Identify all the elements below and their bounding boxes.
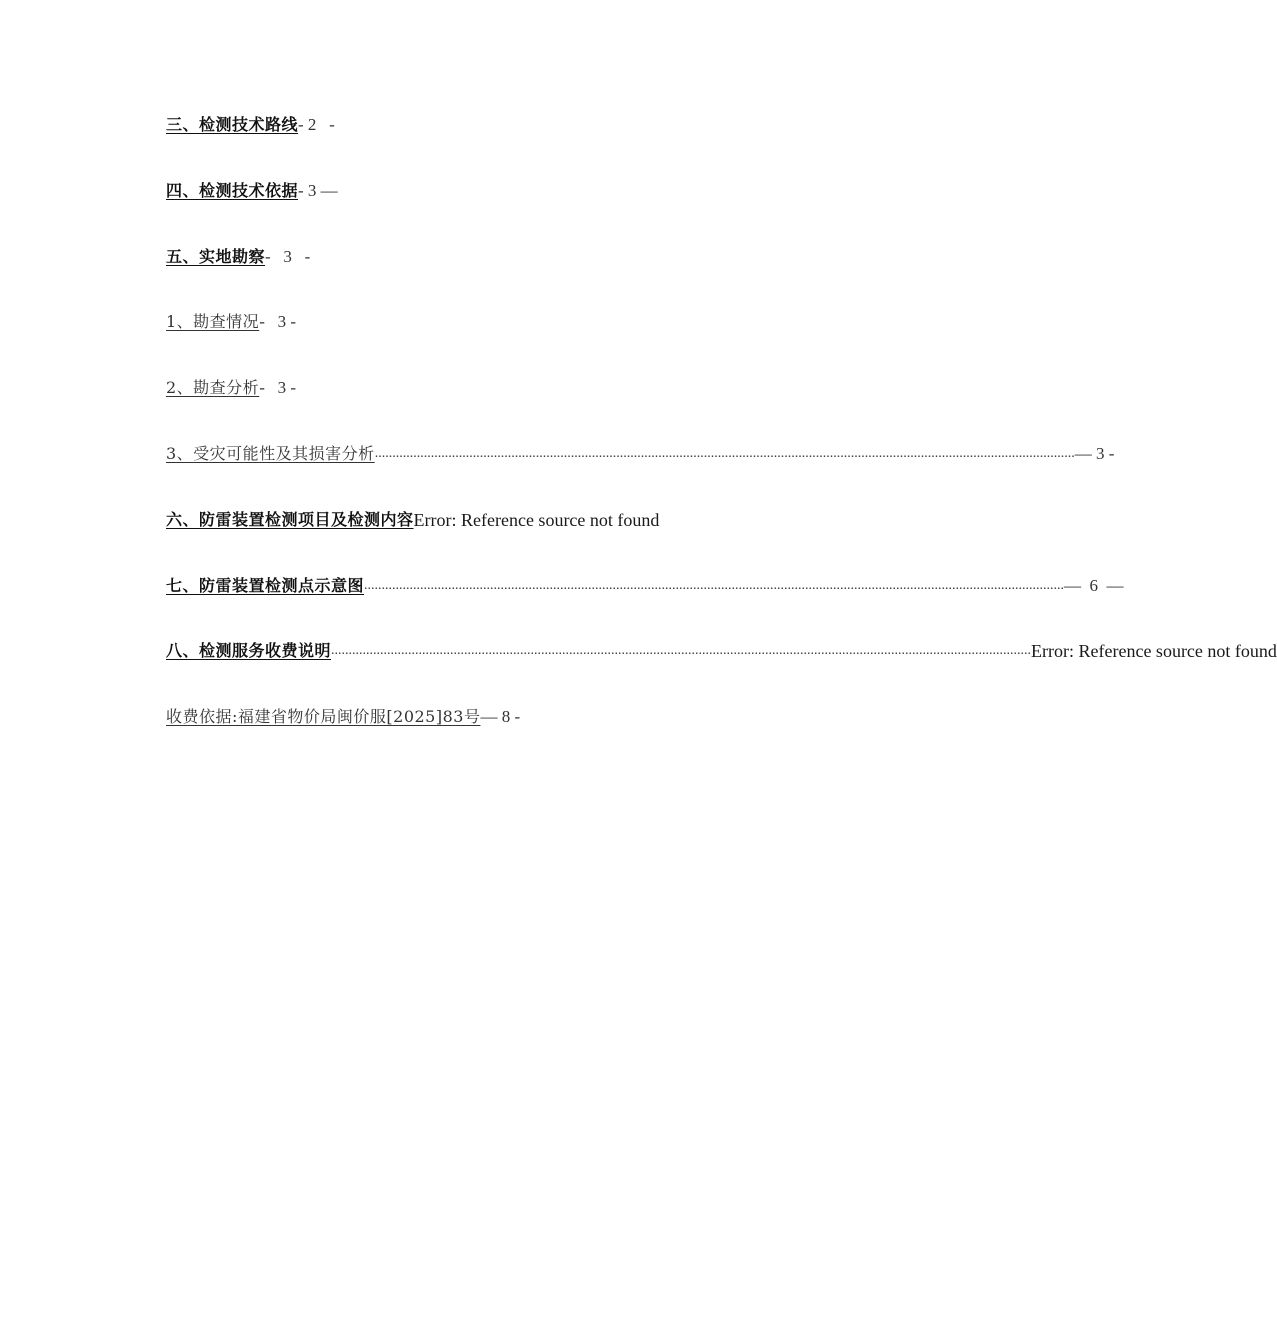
toc-page-number: — 6 — [1064,575,1124,595]
toc-entry-title[interactable]: 1、勘查情况 [166,312,260,332]
toc-entry-service-fees[interactable] [166,638,1277,704]
toc-entry-title[interactable]: 2、勘查分析 [166,378,260,398]
toc-page-number: - 3 - [259,378,297,398]
table-of-contents [166,112,1277,770]
toc-page-number: - 2 - [298,115,335,134]
toc-entry-survey-status[interactable] [166,309,806,375]
toc-page-reference-error: Error: Reference source not found [413,509,660,530]
toc-entry-title[interactable]: 3、受灾可能性及其损害分析 [166,443,375,463]
toc-dot-leader: ........................................................................................................................................................................................................ [331,643,1032,659]
toc-dot-leader: ........................................................................................................................................................................................................ [364,577,1065,593]
toc-page-number: - 3 - [259,312,297,332]
toc-entry-title[interactable]: 六、防雷装置检测项目及检测内容 [166,509,414,529]
toc-entry-technical-basis[interactable] [166,178,806,244]
toc-entry-inspection-diagram[interactable] [166,573,1124,639]
toc-entry-title[interactable]: 四、检测技术依据 [166,180,299,200]
toc-page-reference-error: Error: Reference source not found [1031,641,1277,662]
toc-entry-title[interactable]: 收费依据:福建省物价局闽价服[2025]83号 [166,707,481,727]
toc-entry-title[interactable]: 八、检测服务收费说明 [166,641,332,661]
toc-entry-title[interactable]: 三、检测技术路线 [166,115,299,134]
toc-page-number: — 3 - [1074,443,1115,463]
toc-page-number: - 3 — [298,180,338,200]
toc-page-number: — 8 - [480,707,521,727]
toc-entry-damage-analysis[interactable] [166,441,1115,507]
toc-page-number: - 3 - [265,246,311,266]
toc-dot-leader: ........................................................................................................................................................................................................ [374,445,1075,461]
toc-entry-survey-analysis[interactable] [166,375,806,441]
toc-entry-fee-basis[interactable] [166,704,806,770]
toc-entry-title[interactable]: 五、实地勘察 [166,246,266,266]
toc-entry-inspection-items[interactable] [166,507,806,573]
toc-entry-title[interactable]: 七、防雷装置检测点示意图 [166,575,365,595]
toc-entry-site-survey[interactable] [166,244,806,310]
toc-entry-detection-route[interactable] [166,112,806,178]
